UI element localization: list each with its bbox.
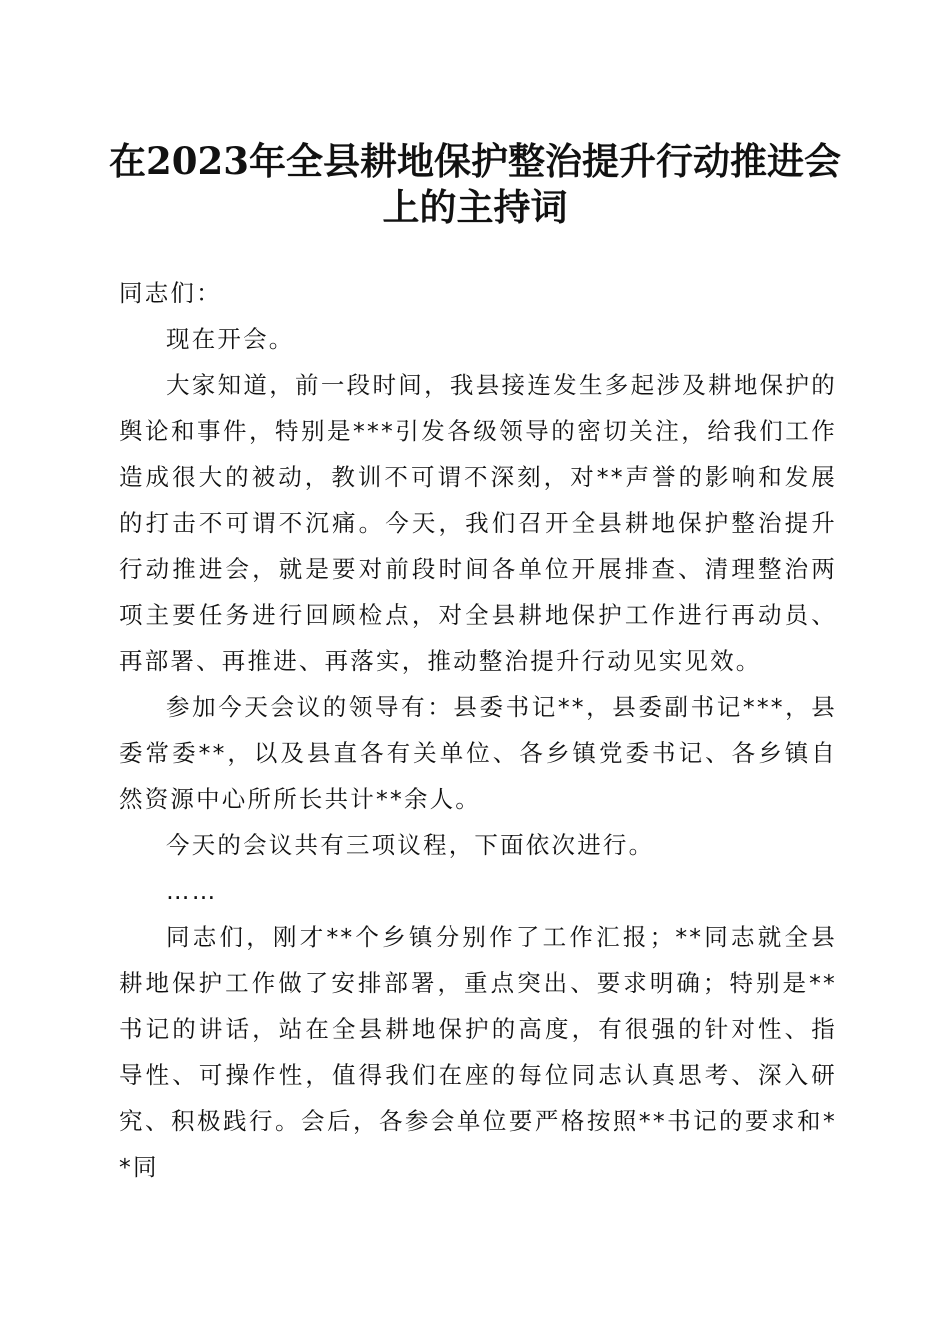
- salutation: 同志们：: [119, 279, 222, 307]
- paragraph-summary: 同志们，刚才**个乡镇分别作了工作汇报；**同志就全县耕地保护工作做了安排部署，重点突出、要求明确；特别是**书记的讲话，站在全县耕地保护的高度，有很强的针对性、指导性、可操作性，值得我们在座的每位同志认真思考、深入研究、积极践行。会后，各参会单位要严格按照**书记的要求和**同: [119, 923, 837, 1181]
- document-body: [119, 270, 837, 1190]
- document-title-line-1: 在2023年全县耕地保护整治提升行动推进会: [109, 139, 841, 183]
- document-title-line-2: 上的主持词: [382, 185, 568, 229]
- paragraph-opening: 现在开会。: [166, 325, 295, 353]
- paragraph-background: 大家知道，前一段时间，我县接连发生多起涉及耕地保护的舆论和事件，特别是***引发各级领导的密切关注，给我们工作造成很大的被动，教训不可谓不深刻，对**声誉的影响和发展的打击不可谓不沉痛。今天，我们召开全县耕地保护整治提升行动推进会，就是要对前段时间各单位开展排查、清理整治两项主要任务进行回顾检点，对全县耕地保护工作进行再动员、再部署、再推进、再落实，推动整治提升行动见实见效。: [119, 371, 837, 675]
- paragraph-ellipsis: ……: [166, 877, 218, 905]
- paragraph-agenda: 今天的会议共有三项议程，下面依次进行。: [166, 831, 655, 859]
- paragraph-attendees: 参加今天会议的领导有：县委书记**，县委副书记***，县委常委**，以及县直各有关单位、各乡镇党委书记、各乡镇自然资源中心所所长共计**余人。: [119, 693, 837, 813]
